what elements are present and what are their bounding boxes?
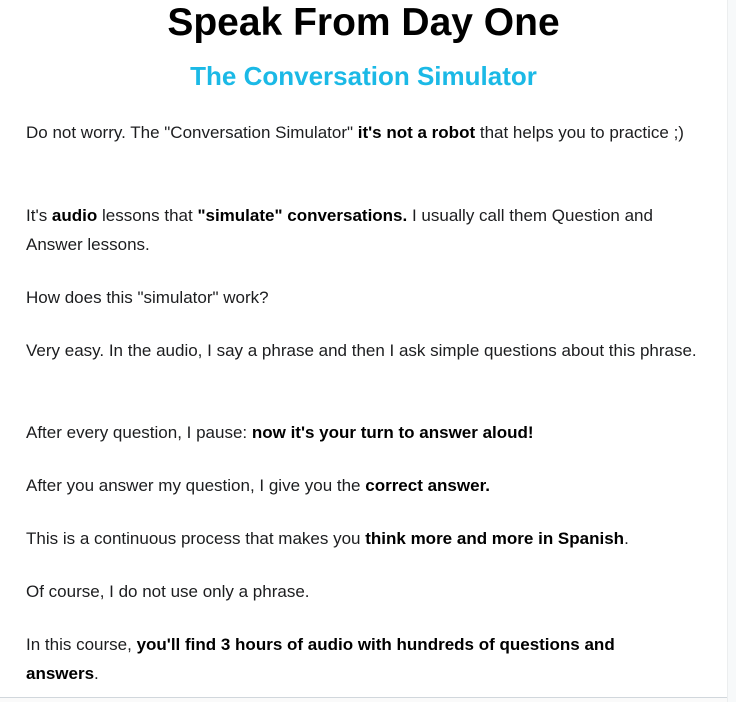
paragraph-bold-text: now it's your turn to answer aloud! — [251, 423, 534, 442]
paragraph-very-easy — [26, 336, 706, 365]
paragraph-text: After you answer my question, I give you the — [26, 476, 366, 495]
bottom-strip — [0, 698, 727, 702]
paragraph-bold-text: audio — [51, 206, 98, 225]
scrollbar-gutter — [727, 0, 736, 702]
paragraph-bold-text: think more and more in Spanish — [365, 529, 625, 548]
paragraph-continuous-process — [26, 524, 706, 553]
paragraph-bold-text: correct answer. — [365, 476, 490, 495]
paragraph-text: Of course, I do not use only a phrase. — [26, 582, 310, 601]
paragraph-text: It's — [26, 206, 52, 225]
paragraph-text: How does this "simulator" work? — [26, 288, 269, 307]
paragraph-text: In this course, — [26, 635, 137, 654]
paragraph-text: . — [94, 664, 99, 683]
paragraph-text: I usually call them Question and Answer lessons. — [26, 206, 653, 254]
paragraph-text: lessons that — [97, 206, 198, 225]
paragraph-text: Very easy. In the audio, I say a phrase and then I ask simple questions about this phrase. — [26, 341, 697, 360]
paragraph-audio-lessons — [26, 201, 706, 259]
paragraph-of-course — [26, 577, 706, 606]
section-subtitle: The Conversation Simulator — [190, 61, 537, 91]
paragraph-text: This is a continuous process that makes you — [26, 529, 366, 548]
paragraph-bold-text: "simulate" conversations. — [197, 206, 408, 225]
paragraph-bold-text: you'll find 3 hours of audio with hundreds of questions and answers — [26, 635, 615, 683]
page-title: Speak From Day One — [167, 1, 560, 44]
paragraph-text: . — [624, 529, 629, 548]
paragraph-bold-text: it's not a robot — [357, 123, 476, 142]
paragraph-correct-answer — [26, 471, 706, 500]
paragraph-text: that helps you to practice ;) — [475, 123, 684, 142]
paragraph-not-a-robot — [26, 118, 706, 147]
paragraph-how-it-works — [26, 283, 706, 312]
paragraph-pause — [26, 418, 706, 447]
paragraph-three-hours — [26, 630, 686, 688]
paragraph-text: After every question, I pause: — [26, 423, 252, 442]
paragraph-text: Do not worry. The "Conversation Simulator" — [26, 123, 358, 142]
